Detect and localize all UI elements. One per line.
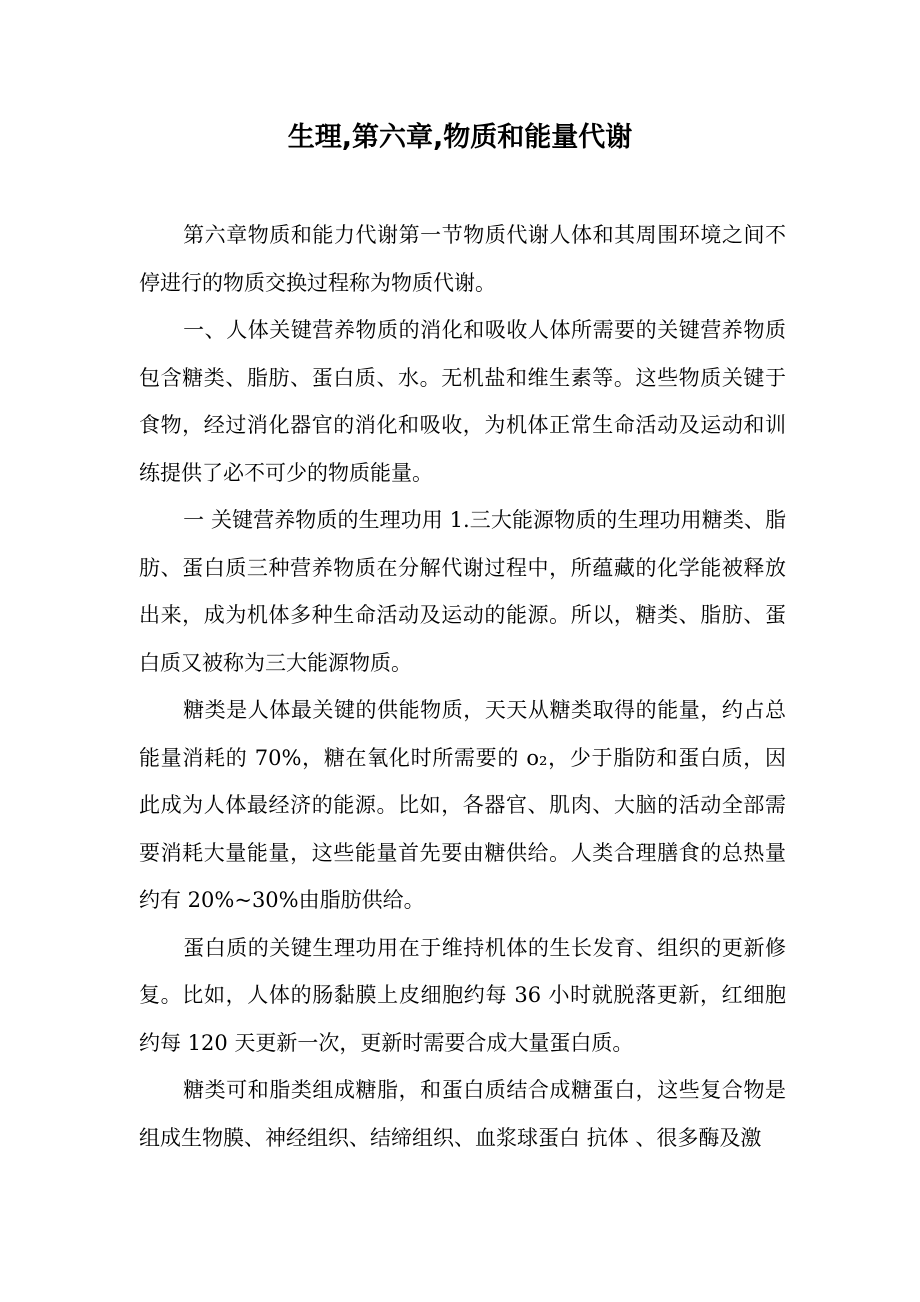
paragraph-energy-sources: 一 关键营养物质的生理功用 1.三大能源物质的生理功用糖类、脂肪、蛋白质三种营养物质在分解代谢过程中，所蕴藏的化学能被释放出来，成为机体多种生命活动及运动的能源。所以，糖类、脂肪、蛋白质又被称为三大能源物质。 — [139, 508, 786, 675]
paragraph-complexes: 糖类可和脂类组成糖脂，和蛋白质结合成糖蛋白，这些复合物是组成生物膜、神经组织、结缔组织、血浆球蛋白 抗体 、很多酶及激 — [139, 1078, 786, 1150]
document-body — [139, 212, 786, 1162]
page-title: 生理,第六章,物质和能量代谢 — [287, 122, 633, 153]
paragraph-protein: 蛋白质的关键生理功用在于维持机体的生长发育、组织的更新修复。比如，人体的肠黏膜上皮细胞约每 36 小时就脱落更新，红细胞约每 120 天更新一次，更新时需要合成大量蛋白质。 — [139, 935, 786, 1055]
paragraph-intro: 第六章物质和能力代谢第一节物质代谢人体和其周围环境之间不停进行的物质交换过程称为物质代谢。 — [139, 223, 786, 295]
paragraph-nutrients: 一、人体关键营养物质的消化和吸收人体所需要的关键营养物质包含糖类、脂肪、蛋白质、水。无机盐和维生素等。这些物质关键于食物，经过消化器官的消化和吸收，为机体正常生命活动及运动和训练提供了必不可少的物质能量。 — [139, 318, 786, 485]
paragraph-carbohydrates: 糖类是人体最关键的供能物质，天天从糖类取得的能量，约占总能量消耗的 70%，糖在氧化时所需要的 o₂，少于脂防和蛋白质，因此成为人体最经济的能源。比如，各器官、肌肉、大脑的活动全部需要消耗大量能量，这些能量首先要由糖供给。人类合理膳食的总热量约有 20%~30%由脂肪供给。 — [139, 698, 786, 912]
